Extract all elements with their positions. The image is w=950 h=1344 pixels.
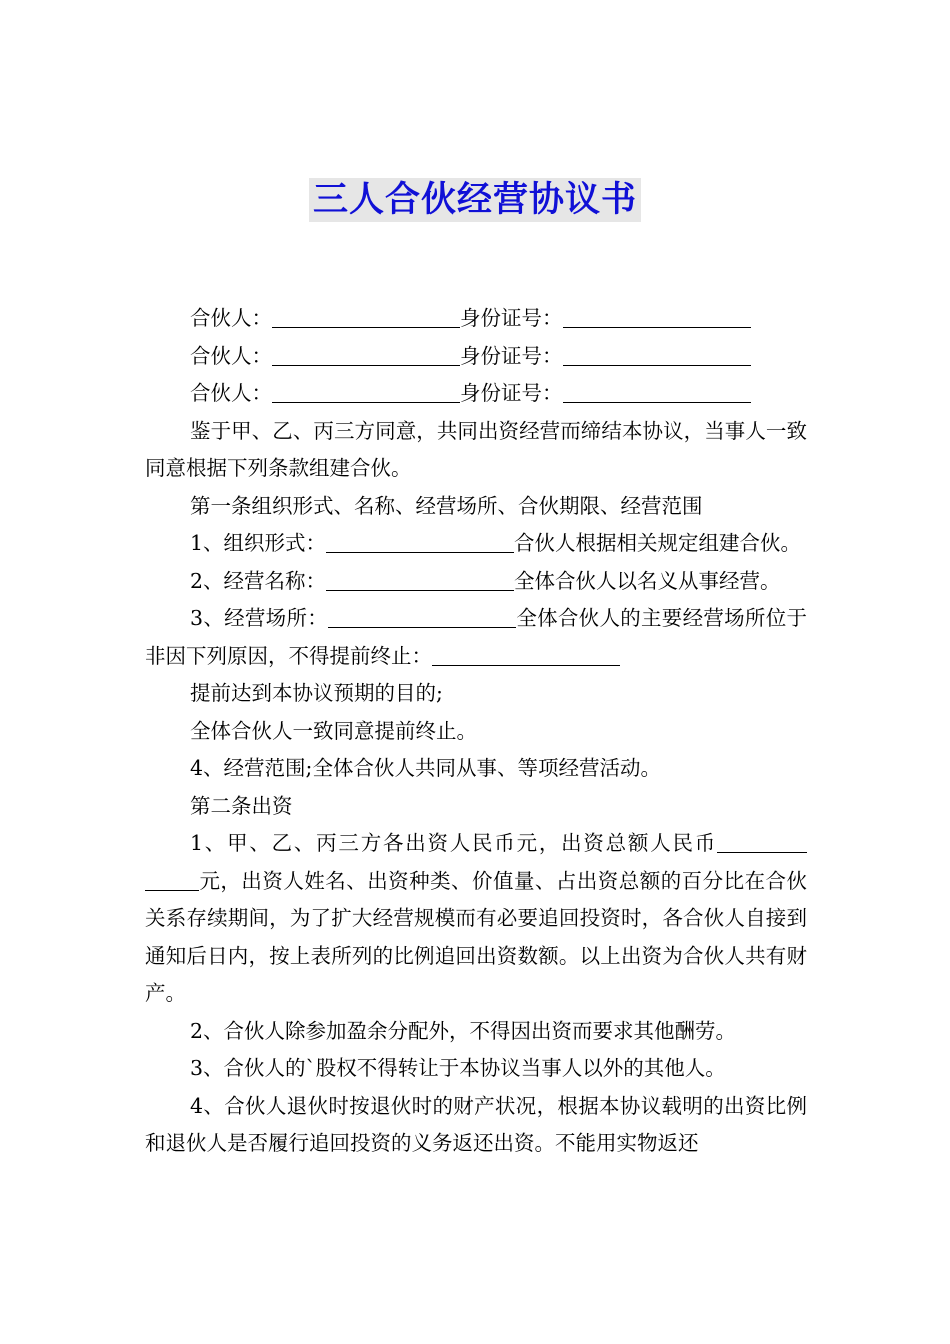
blank-line (272, 380, 460, 403)
item-text: 2、经营名称： (190, 568, 327, 593)
blank-line (272, 343, 460, 366)
id-label: 身份证号： (460, 343, 563, 368)
blank-line (272, 305, 460, 328)
blank-line (563, 380, 751, 403)
partner-label: 合伙人： (190, 381, 272, 405)
document-body (145, 300, 807, 1163)
article2-item3: 3、合伙人的`股权不得转让于本协议当事人以外的其他人。 (190, 1056, 726, 1080)
article1-line-b: 全体合伙人一致同意提前终止。 (190, 718, 477, 743)
article1-item4: 4、经营范围;全体合伙人共同从事、等项经营活动。 (190, 756, 661, 780)
article1-heading: 第一条组织形式、名称、经营场所、合伙期限、经营范围 (190, 493, 703, 518)
article2-item4: 4、合伙人退伙时按退伙时的财产状况，根据本协议载明的出资比例和退伙人是否履行追回投资的义务返还出资。不能用实物返还 (145, 1093, 807, 1155)
blank-line (563, 305, 751, 328)
partner-line (145, 300, 807, 338)
title-area (0, 178, 950, 222)
blank-line (326, 568, 514, 591)
id-label: 身份证号： (460, 306, 563, 330)
item-text: 1、组织形式： (190, 531, 327, 555)
blank-line (432, 643, 620, 666)
blank-line (145, 868, 199, 891)
partner-line (145, 375, 807, 413)
item-text: 全体合伙人以名义从事经营。 (514, 568, 781, 593)
partner-label: 合伙人： (190, 343, 272, 368)
article1-line-a: 提前达到本协议预期的目的; (190, 681, 443, 705)
article1-item3 (145, 600, 807, 675)
article2-item2: 2、合伙人除参加盈余分配外，不得因出资而要求其他酬劳。 (190, 1018, 737, 1043)
blank-line (717, 830, 807, 853)
article2-heading: 第二条出资 (190, 793, 293, 818)
blank-line (328, 605, 516, 628)
item-text: 全体合伙人的主要经营场所位于非因下列原因，不得提前终止： (145, 606, 807, 668)
intro-paragraph: 鉴于甲、乙、丙三方同意，共同出资经营而缔结本协议，当事人一致同意根据下列条款组建合伙。 (145, 418, 807, 480)
blank-line (326, 530, 514, 553)
id-label: 身份证号： (460, 381, 563, 405)
partner-label: 合伙人： (190, 306, 272, 330)
item-text: 1、甲、乙、丙三方各出资人民币元，出资总额人民币 (190, 831, 717, 855)
article1-item1 (145, 525, 807, 563)
item-text: 合伙人根据相关规定组建合伙。 (514, 531, 802, 555)
document-title: 三人合伙经营协议书 (309, 178, 641, 222)
blank-line (563, 343, 751, 366)
article1-item2 (145, 563, 807, 601)
item-text: 元，出资人姓名、出资种类、价值量、占出资总额的百分比在合伙关系存续期间，为了扩大经营规模而有必要追回投资时，各合伙人自接到通知后日内，按上表所列的比例追回出资数额。以上出资为合伙人共有财产。 (145, 868, 807, 1005)
article2-item1 (145, 825, 807, 1013)
item-text: 3、经营场所： (190, 606, 329, 630)
partner-line (145, 338, 807, 376)
